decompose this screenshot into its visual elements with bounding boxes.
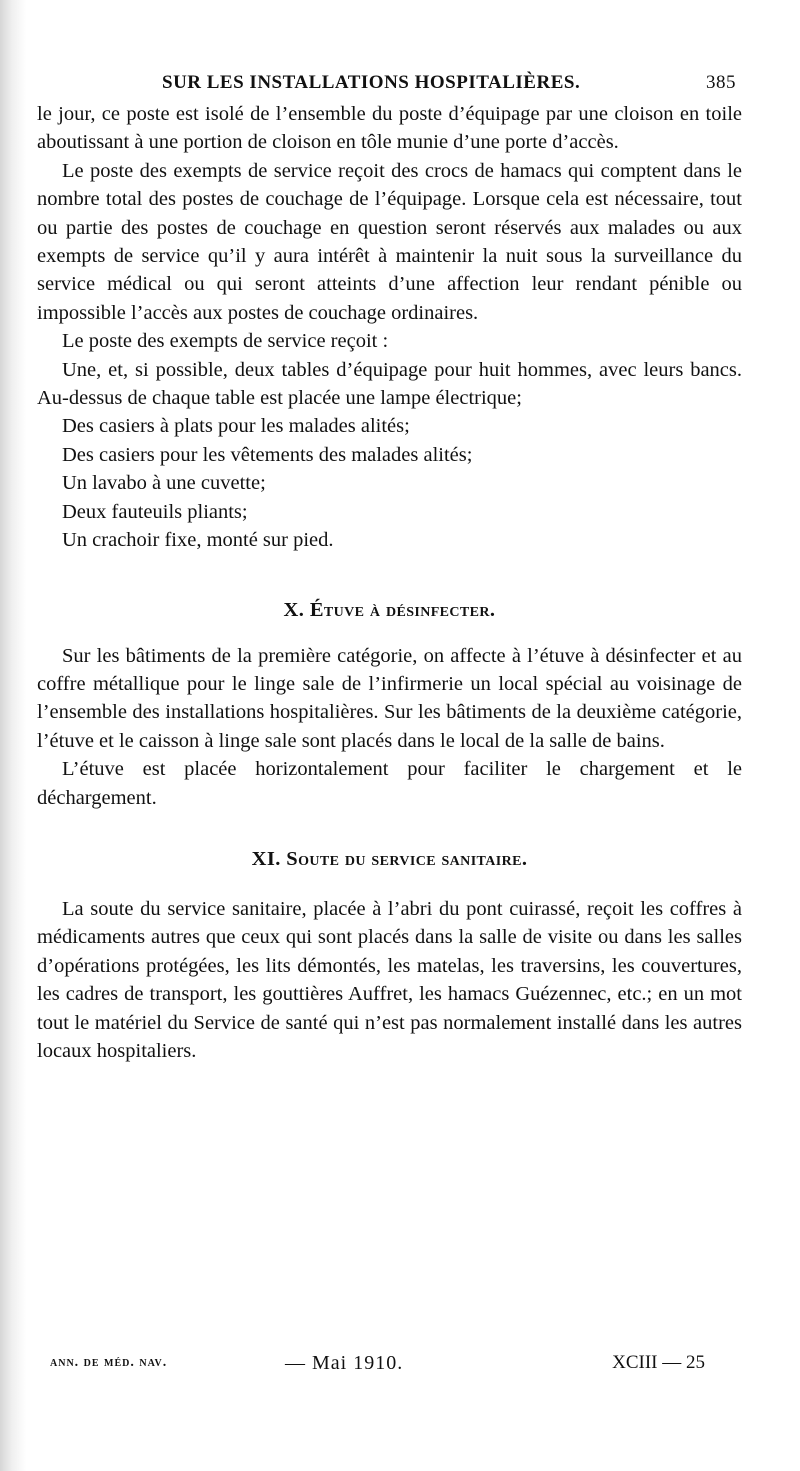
printer-signature: XCIII — 25 — [612, 1352, 705, 1373]
section-heading-xi — [37, 848, 742, 871]
section-numeral: XI. — [251, 847, 281, 870]
paragraph-disinfection-location: Sur les bâtiments de la première catégorie, on affecte à l’étuve à désinfecter et au coffre métallique pour le linge sale de l’infirmerie un local spécial au voisinage de l’ensemble des installations hospitalières. Sur les bâtiments de la deuxième catégorie, l’étuve et le caisson à linge sale sont placés dans le local de la salle de bains. — [37, 644, 742, 752]
scan-edge-shadow — [0, 0, 26, 1471]
list-item: Un lavabo à une cuvette; — [62, 472, 266, 495]
paragraph-sanitary-storeroom: La soute du service sanitaire, placée à l’abri du pont cuirassé, reçoit les coffres à médicaments autres que ceux qui sont placés dans la salle de visite ou dans les salles d’opérations protégées, les lits démontés, les matelas, les traversins, les couvertures, les cadres de transport, les gouttières Auffret, les hamacs Guézennec, etc.; en un mot tout le matériel du Service de santé qui n’est pas normalement installé dans les autres locaux hospitaliers. — [37, 897, 742, 1062]
paragraph-hammock-hooks: Le poste des exempts de service reçoit des crocs de hamacs qui comptent dans le nombre total des postes de couchage de l’équipage. Lorsque cela est nécessaire, tout ou partie des postes de couchage en question seront réservés aux malades ou aux exempts de service qu’il y aura intérêt à maintenir la nuit sous la surveillance du service médical ou qui seront atteints d’une affection leur rendant pénible ou impossible l’accès aux postes de couchage ordinaires. — [37, 159, 742, 324]
paragraph-list-intro: Le poste des exempts de service reçoit : — [62, 330, 389, 353]
paragraph-continuation: le jour, ce poste est isolé de l’ensemble du poste d’équipage par une cloison en toile aboutissant à une portion de cloison en tôle munie d’une porte d’accès. — [37, 103, 742, 154]
equipment-list — [37, 356, 742, 555]
issue-date: — Mai 1910. — [285, 1352, 404, 1374]
paragraph-disinfection-placement: L’étuve est placée horizontalement pour faciliter le chargement et le déchargement. — [37, 758, 742, 809]
running-header — [37, 70, 742, 100]
list-item: Un crachoir fixe, monté sur pied. — [62, 529, 334, 552]
section-title-text: Soute du service sanitaire. — [286, 847, 528, 870]
section-numeral: X. — [283, 598, 305, 621]
list-item: Une, et, si possible, deux tables d’équipage pour huit hommes, avec leurs bancs. Au-dessus de chaque table est placée une lampe électrique; — [37, 358, 742, 410]
list-item: Des casiers pour les vêtements des malades alités; — [62, 443, 473, 466]
section-heading-x — [37, 599, 742, 622]
list-item: Deux fauteuils pliants; — [62, 500, 248, 523]
page-number: 385 — [706, 72, 736, 93]
document-page — [37, 70, 742, 1065]
section-title-text: Étuve à désinfecter. — [309, 598, 496, 621]
journal-abbreviation: ann. de méd. nav. — [50, 1355, 168, 1370]
running-title: SUR LES INSTALLATIONS HOSPITALIÈRES. — [162, 72, 581, 93]
list-item: Des casiers à plats pour les malades alités; — [62, 415, 410, 438]
